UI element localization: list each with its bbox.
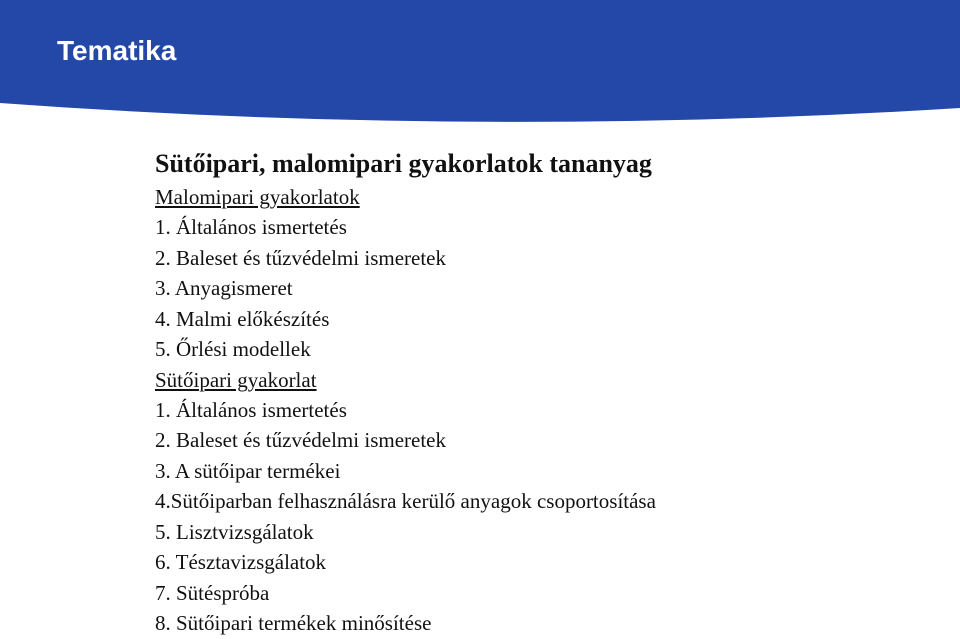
list-item: 5. Őrlési modellek: [155, 337, 311, 361]
list-item: 1. Általános ismertetés: [155, 397, 347, 422]
list-item: 1. Általános ismertetés: [155, 215, 347, 239]
list-item: 4. Malmi előkészítés: [155, 306, 330, 331]
list-item: 5. Lisztvizsgálatok: [155, 519, 314, 544]
section-heading: Sütőipari gyakorlat: [155, 367, 317, 392]
list-item: 3. Anyagismeret: [155, 276, 293, 300]
list-item: 2. Baleset és tűzvédelmi ismeretek: [155, 428, 446, 452]
topic-list: [155, 395, 855, 639]
section-heading: Malomipari gyakorlatok: [155, 185, 360, 209]
document-title: Sütőipari, malomipari gyakorlatok tananyag: [155, 149, 652, 178]
list-item: 4.Sütőiparban felhasználásra kerülő anyagok csoportosítása: [155, 489, 656, 513]
topic-list: [155, 212, 855, 365]
list-item: 6. Tésztavizsgálatok: [155, 550, 327, 574]
slide-title: Tematika: [57, 35, 177, 66]
document-image: [155, 146, 855, 639]
section-sutoipari: [155, 365, 855, 639]
list-item: 8. Sütőipari termékek minősítése: [155, 611, 432, 635]
section-malomipari: [155, 182, 855, 365]
list-item: 2. Baleset és tűzvédelmi ismeretek: [155, 245, 446, 270]
list-item: 7. Sütéspróba: [155, 580, 270, 605]
list-item: 3. A sütőipar termékei: [155, 458, 341, 483]
